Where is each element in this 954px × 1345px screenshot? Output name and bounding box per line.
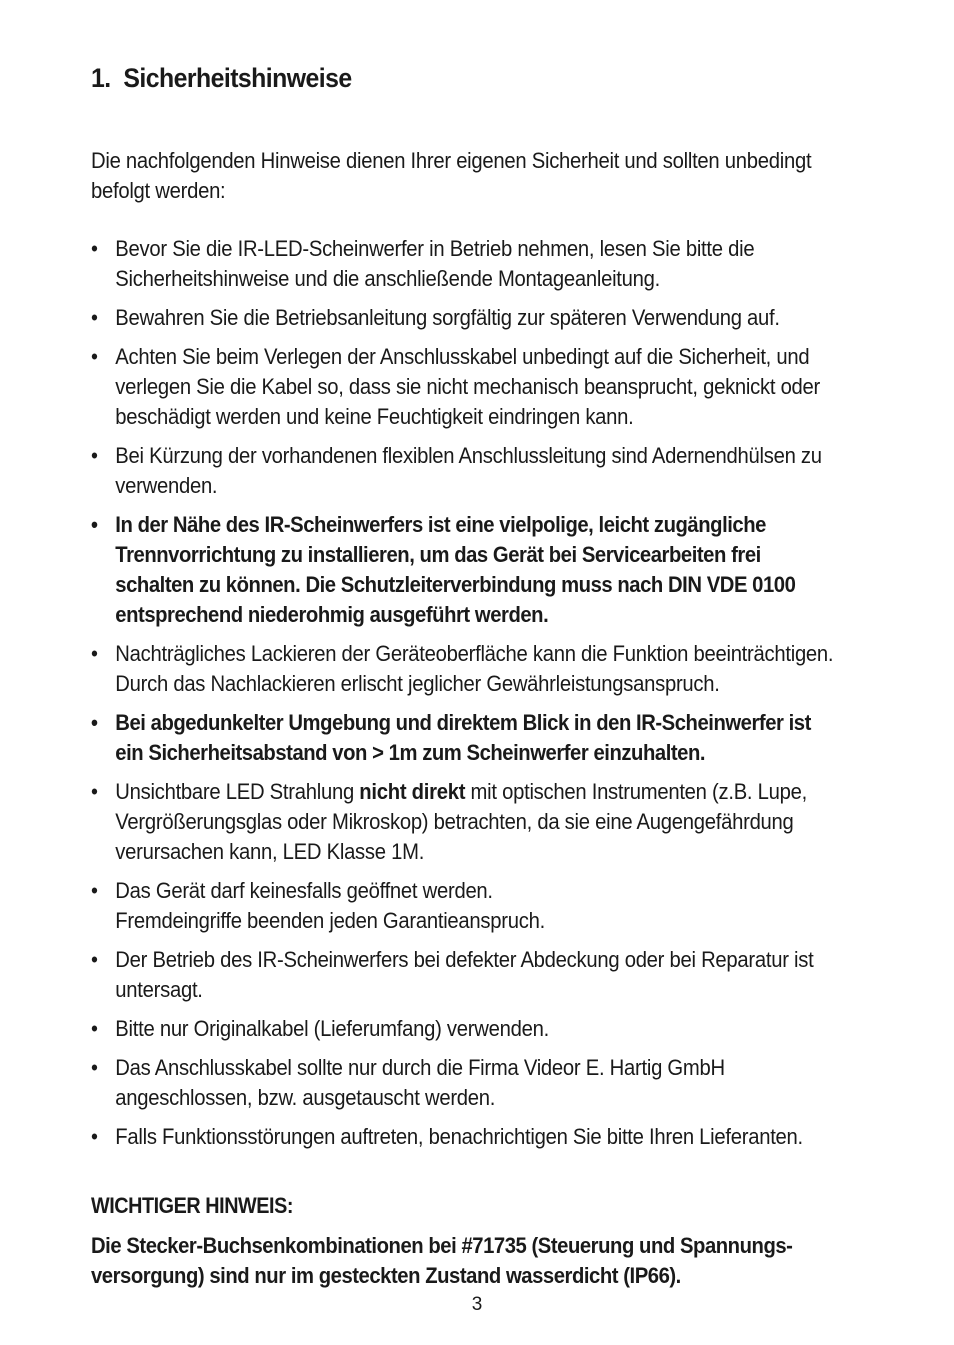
intro-line: befolgt werden: — [91, 178, 226, 203]
list-item — [91, 441, 900, 501]
list-item-line: Falls Funktionsstörungen auftreten, benachrichtigen Sie bitte Ihren Lieferanten. — [115, 1124, 803, 1149]
important-notice-title: WICHTIGER HINWEIS: — [91, 1193, 293, 1218]
bullet-icon: • — [91, 305, 98, 330]
list-item-line: Sicherheitshinweise und die anschließende Montageanleitung. — [115, 266, 660, 291]
intro-line: Die nachfolgenden Hinweise dienen Ihrer eigenen Sicherheit und sollten unbedingt — [91, 148, 812, 173]
document-page — [91, 58, 901, 1288]
list-item-warning — [91, 510, 900, 630]
bullet-icon: • — [91, 236, 98, 261]
bullet-icon: • — [91, 1055, 98, 1080]
bullet-icon: • — [91, 641, 98, 666]
list-item-line: Nachträgliches Lackieren der Geräteoberfläche kann die Funktion beeinträchtigen. — [115, 641, 834, 666]
bullet-icon: • — [91, 1124, 98, 1149]
bullet-icon: • — [91, 1016, 98, 1041]
list-item-line: Bevor Sie die IR-LED-Scheinwerfer in Betrieb nehmen, lesen Sie bitte die — [115, 236, 755, 261]
list-item — [91, 876, 900, 936]
section-number: 1. — [91, 63, 111, 93]
list-item-line: Das Gerät darf keinesfalls geöffnet werden. — [115, 878, 493, 903]
list-item — [91, 1014, 900, 1044]
important-notice-text — [91, 1231, 792, 1291]
list-item-line: Vergrößerungsglas oder Mikroskop) betrachten, da sie eine Augengefährdung — [115, 809, 794, 834]
list-item-line: Der Betrieb des IR-Scheinwerfers bei defekter Abdeckung oder bei Reparatur ist — [115, 947, 814, 972]
list-item-line: angeschlossen, bzw. ausgetauscht werden. — [115, 1085, 496, 1110]
bullet-icon: • — [91, 443, 98, 468]
list-item-line: Bewahren Sie die Betriebsanleitung sorgfältig zur späteren Verwendung auf. — [115, 305, 780, 330]
list-item-line: ein Sicherheitsabstand von > 1m zum Scheinwerfer einzuhalten. — [115, 740, 706, 765]
list-item — [91, 639, 900, 699]
section-heading — [91, 58, 836, 98]
list-item-line: Durch das Nachlackieren erlischt jeglicher Gewährleistungsanspruch. — [115, 671, 720, 696]
bullet-icon: • — [91, 512, 98, 537]
list-item-line: beschädigt werden und keine Feuchtigkeit eindringen kann. — [115, 404, 634, 429]
list-item-line: schalten zu können. Die Schutzleiterverbindung muss nach DIN VDE 0100 — [115, 572, 796, 597]
section-title: Sicherheitshinweise — [123, 63, 352, 93]
emphasis-text: nicht direkt — [359, 779, 466, 804]
list-item-line: untersagt. — [115, 977, 203, 1002]
important-notice-line: Die Stecker-Buchsenkombinationen bei #71735 (Steuerung und Spannungs- — [91, 1233, 793, 1258]
list-item-text: mit optischen Instrumenten (z.B. Lupe, — [465, 779, 807, 804]
list-item-line: Trennvorrichtung zu installieren, um das Gerät bei Servicearbeiten frei — [115, 542, 761, 567]
list-item — [91, 945, 900, 1005]
safety-hints-list — [91, 234, 900, 1161]
bullet-icon: • — [91, 344, 98, 369]
intro-paragraph — [91, 146, 900, 206]
list-item-line: verursachen kann, LED Klasse 1M. — [115, 839, 425, 864]
list-item-line: Bei abgedunkelter Umgebung und direktem Blick in den IR-Scheinwerfer ist — [115, 710, 811, 735]
list-item — [91, 303, 900, 333]
list-item-line: Das Anschlusskabel sollte nur durch die Firma Videor E. Hartig GmbH — [115, 1055, 725, 1080]
list-item — [91, 234, 900, 294]
list-item-line: Bei Kürzung der vorhandenen flexiblen Anschlussleitung sind Adernendhülsen zu — [115, 443, 822, 468]
list-item-line: entsprechend niederohmig ausgeführt werden. — [115, 602, 549, 627]
list-item — [91, 342, 900, 432]
bullet-icon: • — [91, 779, 98, 804]
list-item-line: Achten Sie beim Verlegen der Anschlusskabel unbedingt auf die Sicherheit, und — [115, 344, 810, 369]
list-item — [91, 1122, 900, 1152]
list-item-line: In der Nähe des IR-Scheinwerfers ist eine vielpolige, leicht zugängliche — [115, 512, 766, 537]
important-notice-line: versorgung) sind nur im gesteckten Zustand wasserdicht (IP66). — [91, 1263, 681, 1288]
bullet-icon: • — [91, 947, 98, 972]
list-item-warning — [91, 708, 900, 768]
list-item-text: Unsichtbare LED Strahlung — [115, 779, 360, 804]
list-item — [91, 1053, 900, 1113]
list-item-line: Fremdeingriffe beenden jeden Garantieanspruch. — [115, 908, 545, 933]
bullet-icon: • — [91, 710, 98, 735]
bullet-icon: • — [91, 878, 98, 903]
list-item-line: Bitte nur Originalkabel (Lieferumfang) verwenden. — [115, 1016, 549, 1041]
list-item — [91, 777, 900, 867]
list-item-line: verlegen Sie die Kabel so, dass sie nicht mechanisch beansprucht, geknickt oder — [115, 374, 821, 399]
list-item-line — [115, 777, 900, 807]
page-number: 3 — [471, 1294, 483, 1315]
list-item-line: verwenden. — [115, 473, 218, 498]
